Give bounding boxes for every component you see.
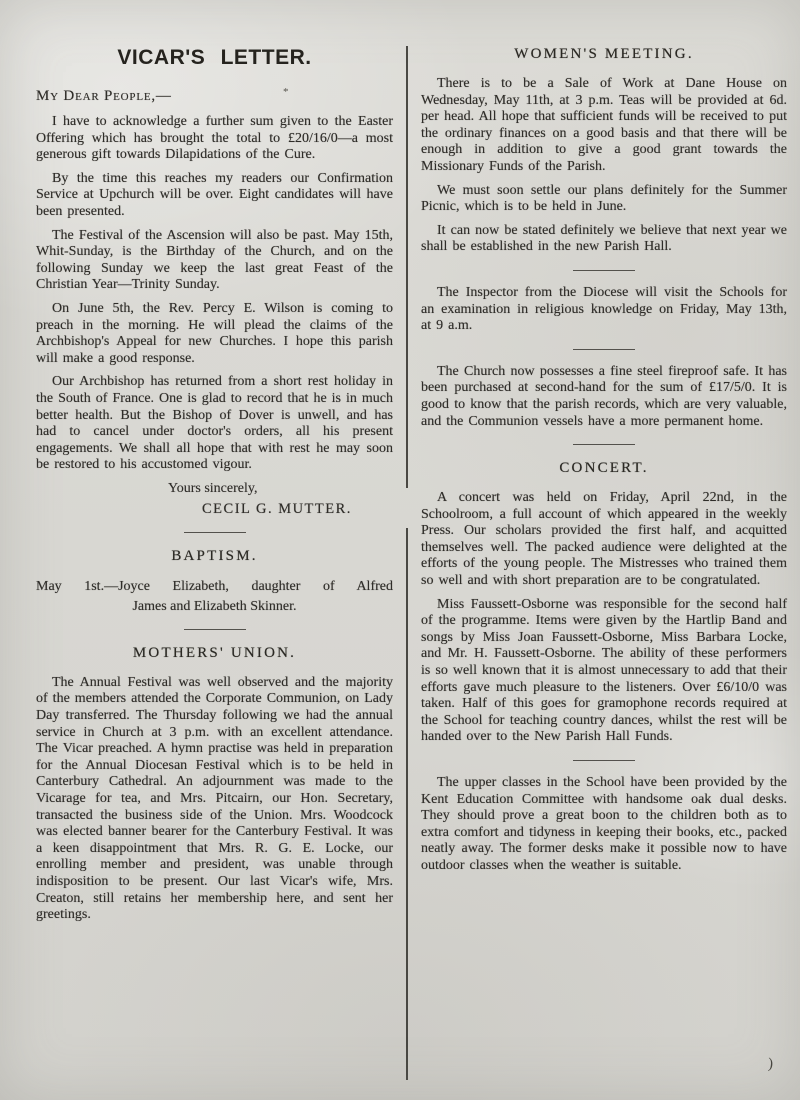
vicars-letter-paragraph: Our Archbishop has returned from a short rest holiday in the South of France. One is glad to record that he is in much better health. But the Bishop of Dover is unwell, and has had to cancel under doctor's orders, all his present engagements. We shall all hope that with rest he may soon be restored to his accustomed vigour.: [36, 374, 393, 473]
vicars-letter-paragraph: The Festival of the Ascension will also be past. May 15th, Whit-Sunday, is the Birthday of the Church, and on the following Sunday we keep the last great Feast of the Christian Year—Trinity Sunday.: [36, 227, 393, 293]
baptism-entry-line: May 1st.—Joyce Elizabeth, daughter of Alfred: [36, 578, 393, 594]
vicars-letter-paragraph: I have to acknowledge a further sum given to the Easter Offering which has brought the total to £20/16/0—a most generous gift towards Dilapidations of the Cure.: [36, 114, 393, 163]
mothers-union-paragraph: The Annual Festival was well observed and the majority of the members attended the Corporate Communion, on Lady Day transferred. The Thursday following we had the annual service in Church at 3 p.m. with an excellent attendance. The Vicar preached. A hymn practise was held in preparation for the Annual Diocesan Festival which is to be held in Canterbury Cathedral. An adjournment was made to the Vicarage for tea, and Mrs. Pitcairn, our Hon. Secretary, transacted the business side of the Union. Mrs. Woodcock was elected banner bearer for the Canterbury Festival. It was a keen disappointment that Mrs. R. G. E. Locke, our enrolling member and president, was unable through indisposition to be present. Our last Vicar's wife, Mrs. Creaton, still retains her membership here, and sent her greetings.: [36, 674, 393, 923]
column-divider-rule: [406, 46, 408, 488]
section-divider: [573, 444, 635, 445]
vicars-letter-paragraph: By the time this reaches my readers our Confirmation Service at Upchurch will be over. Eight candidates will have been presented.: [36, 170, 393, 219]
womens-meeting-paragraph: It can now be stated definitely we believe that next year we shall be established in the new Parish Hall.: [421, 222, 787, 255]
vicars-letter-heading: VICAR'S LETTER.: [117, 46, 312, 69]
womens-meeting-paragraph: There is to be a Sale of Work at Dane House on Wednesday, May 11th, at 3 p.m. Teas will be provided at 6d. per head. All hope that sufficient funds will be received to put the ordinary finances on a good basis and that there will be enough in addition to give a good grant towards the Missionary Funds of the Parish.: [421, 76, 787, 174]
letter-closing: Yours sincerely,: [168, 480, 258, 496]
womens-meeting-paragraph: We must soon settle our plans definitely for the Summer Picnic, which is to be held in June.: [421, 182, 787, 215]
concert-heading: CONCERT.: [559, 460, 649, 477]
right-column: [421, 40, 787, 882]
section-divider: [184, 532, 246, 533]
concert-paragraph: Miss Faussett-Osborne was responsible for the second half of the programme. Items were given by the Hartlip Band and songs by Miss Joan Faussett-Osborne, Miss Barbara Locke, and Mr. H. Faussett-Osborne. The ability of these performers is so well known that it is almost unnecessary to add that their efforts gave much pleasure to the listeners. Over £6/10/0 was taken. Half of this goes for gramophone records required at the School for teaching country dances, whilst the rest will be handed over to the New Parish Hall Funds.: [421, 596, 787, 745]
baptism-entry-line: James and Elizabeth Skinner.: [132, 598, 297, 614]
column-divider-rule: [406, 528, 408, 1080]
vicars-letter-paragraph: On June 5th, the Rev. Percy E. Wilson is coming to preach in the morning. He will plead the claims of the Archbishop's Appeal for new Churches. I hope this parish will make a good response.: [36, 300, 393, 366]
scan-ink-mark: ): [767, 1055, 774, 1073]
church-safe-paragraph: The Church now possesses a fine steel fireproof safe. It has been purchased at second-hand for the sum of £17/5/0. It is good to know that the parish records, which are very valuable, and the Communion vessels have a more permanent home.: [421, 363, 787, 429]
salutation: My Dear People,—: [36, 88, 172, 104]
section-divider: [573, 760, 635, 761]
section-divider: [573, 349, 635, 350]
womens-meeting-heading: WOMEN'S MEETING.: [514, 46, 694, 62]
mothers-union-heading: MOTHERS' UNION.: [132, 644, 297, 661]
scan-speck-mark: *: [283, 86, 289, 98]
section-divider: [184, 629, 246, 630]
concert-paragraph: A concert was held on Friday, April 22nd, in the Schoolroom, a full account of which appeared in the weekly Press. Our scholars provided the first half, and acquitted themselves well. The packed audience were delighted at the efforts of the young people. The Mistresses who trained them so well and with short preparation are to be congratulated.: [421, 490, 787, 589]
left-column: [36, 42, 393, 931]
baptism-heading: BAPTISM.: [171, 547, 258, 564]
school-desks-paragraph: The upper classes in the School have been provided by the Kent Education Committee with handsome oak dual desks. They should prove a great boon to the children both as to extra comfort and tidyness in keeping their books, etc., packed neatly away. The former desks make it possible now to have outdoor classes when the weather is suitable.: [421, 775, 787, 873]
letter-signature: CECIL G. MUTTER.: [202, 500, 352, 517]
school-inspection-paragraph: The Inspector from the Diocese will visit the Schools for an examination in religious knowledge on Friday, May 13th, at 9 a.m.: [421, 284, 787, 334]
section-divider: [573, 270, 635, 271]
signature-block: [36, 481, 393, 518]
